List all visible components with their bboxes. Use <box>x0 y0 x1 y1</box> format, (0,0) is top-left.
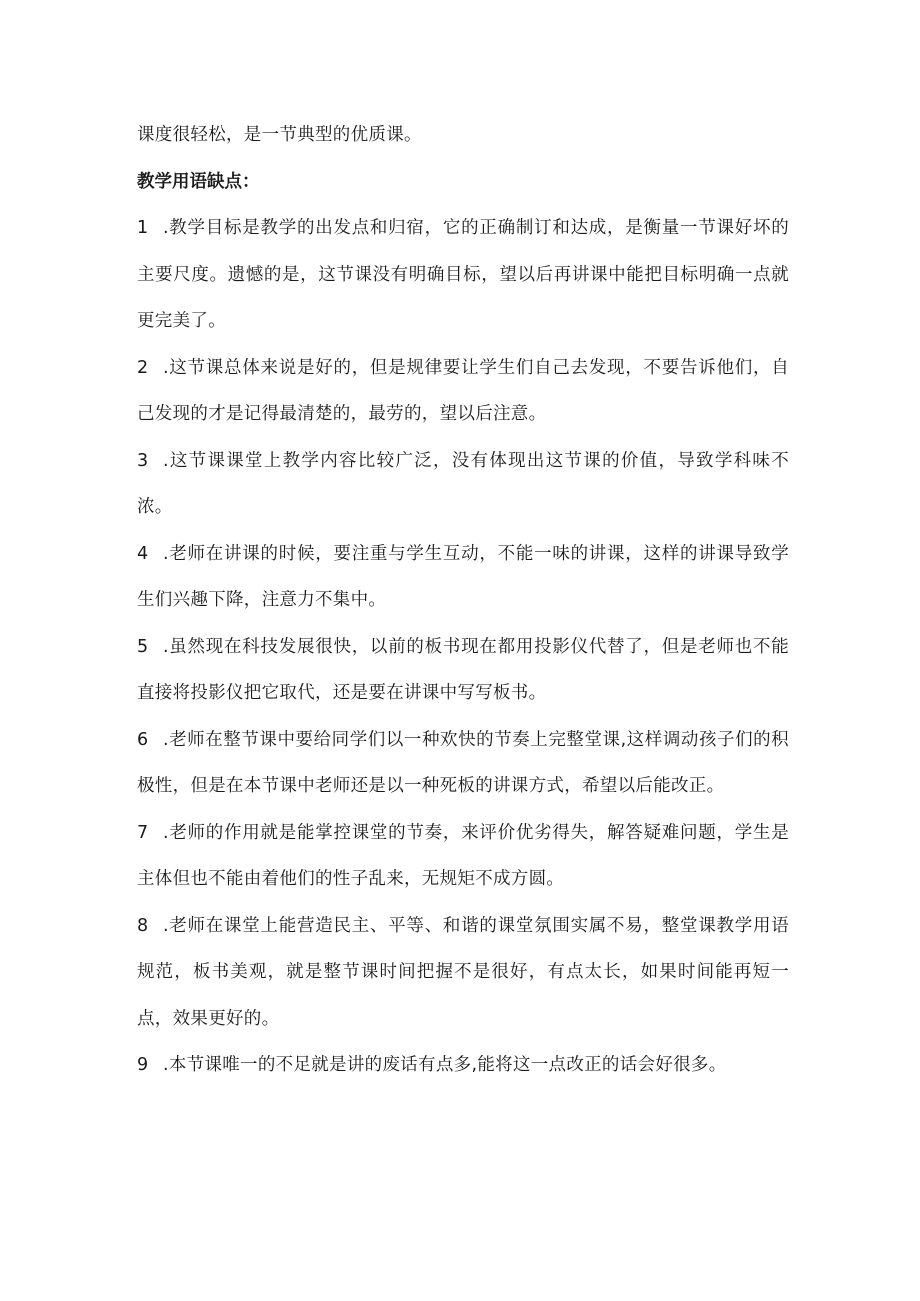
list-item <box>137 205 789 345</box>
list-item <box>137 345 789 438</box>
list-item <box>137 717 789 810</box>
list-item <box>137 810 789 903</box>
item-text: .老师的作用就是能掌控课堂的节奏，来评价优劣得失，解答疑难问题，学生是主体但也不能由着他们的性子乱来，无规矩不成方圆。 <box>137 822 789 889</box>
item-number: 1 <box>137 218 149 238</box>
item-number: 3 <box>137 450 149 471</box>
item-text: .老师在讲课的时候，要注重与学生互动，不能一味的讲课，这样的讲课导致学生们兴趣下降，注意力不集中。 <box>137 543 789 610</box>
list-item <box>137 531 789 624</box>
document-body <box>137 112 789 1089</box>
intro-paragraph: 课度很轻松，是一节典型的优质课。 <box>137 125 422 145</box>
item-number: 8 <box>137 915 149 936</box>
item-number: 7 <box>137 822 149 843</box>
list-item <box>137 624 789 717</box>
item-text: .虽然现在科技发展很快，以前的板书现在都用投影仪代替了，但是老师也不能直接将投影仪把它取代，还是要在讲课中写写板书。 <box>137 636 789 703</box>
list-item <box>137 1042 789 1089</box>
item-text: .本节课唯一的不足就是讲的废话有点多,能将这一点改正的话会好很多。 <box>163 1055 727 1075</box>
item-text: .老师在整节课中要给同学们以一种欢快的节奏上完整堂课,这样调动孩子们的积极性，但是在本节课中老师还是以一种死板的讲课方式，希望以后能改正。 <box>137 729 789 796</box>
section-heading: 教学用语缺点： <box>137 171 260 192</box>
item-number: 6 <box>137 729 149 750</box>
item-number: 5 <box>137 636 149 657</box>
item-text: .教学目标是教学的出发点和归宿，它的正确制订和达成，是衡量一节课好坏的主要尺度。遗憾的是，这节课没有明确目标，望以后再讲课中能把目标明确一点就更完美了。 <box>137 218 789 331</box>
list-item <box>137 903 789 1043</box>
item-number: 9 <box>137 1055 149 1075</box>
item-number: 4 <box>137 543 149 564</box>
list-item <box>137 438 789 531</box>
item-text: .这节课总体来说是好的，但是规律要让学生们自己去发现，不要告诉他们，自己发现的才是记得最清楚的，最劳的，望以后注意。 <box>137 357 789 424</box>
item-text: .这节课课堂上教学内容比较广泛，没有体现出这节课的价值，导致学科味不浓。 <box>137 450 789 517</box>
item-text: .老师在课堂上能营造民主、平等、和谐的课堂氛围实属不易，整堂课教学用语规范，板书美观，就是整节课时间把握不是很好，有点太长，如果时间能再短一点，效果更好的。 <box>137 915 789 1029</box>
item-number: 2 <box>137 357 149 378</box>
